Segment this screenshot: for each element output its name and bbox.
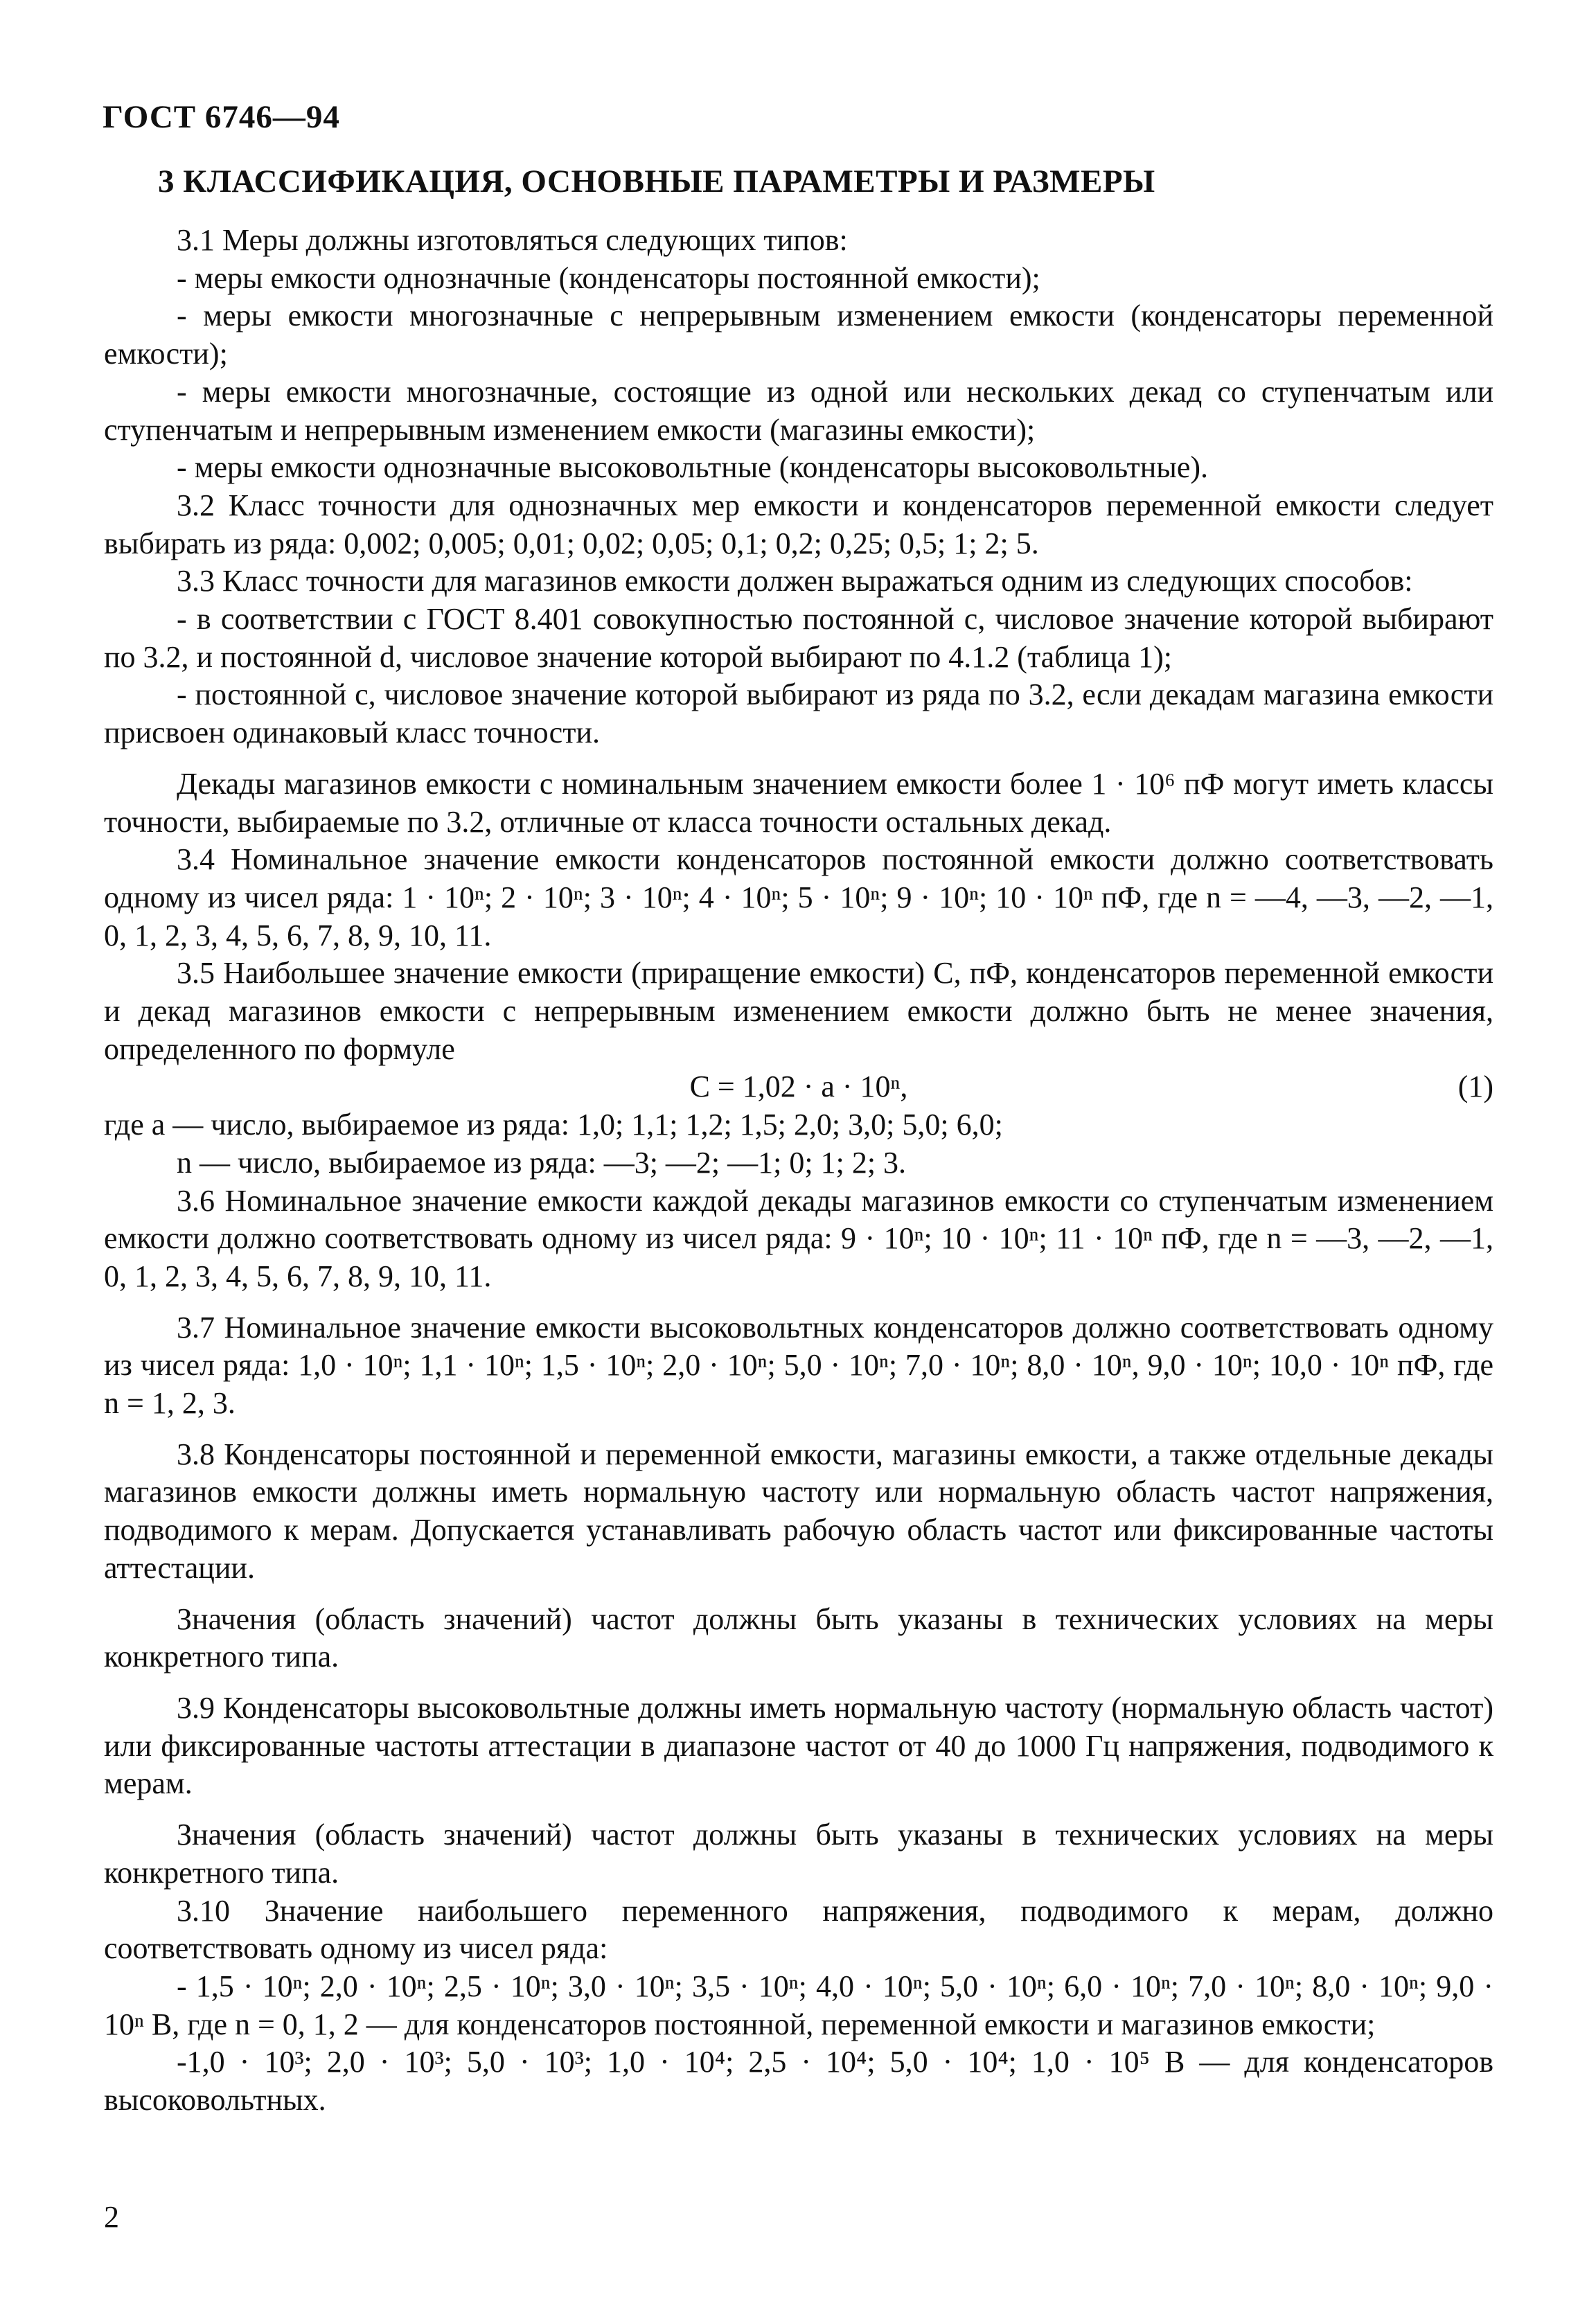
paragraph: - в соответствии с ГОСТ 8.401 совокупностью постоянной c, числовое значение которой выбирают по 3.2, и постоянной d, числовое значение которой выбирают по 4.1.2 (таблица 1);: [104, 602, 1493, 674]
paragraph: - меры емкости однозначные высоковольтные (конденсаторы высоковольтные).: [177, 450, 1208, 485]
paragraph: - 1,5 · 10ⁿ; 2,0 · 10ⁿ; 2,5 · 10ⁿ; 3,0 · 10ⁿ; 3,5 · 10ⁿ; 4,0 · 10ⁿ; 5,0 · 10ⁿ; 6,0 · 10ⁿ; 7,0 · 10ⁿ; 8,0 · 10ⁿ; 9,0 · 10ⁿ В, где n = 0, 1, 2 — для конденсаторов постоянной, переменной емкости и магазинов емкости;: [104, 1969, 1493, 2041]
paragraph: -1,0 · 10³; 2,0 · 10³; 5,0 · 10³; 1,0 · 10⁴; 2,5 · 10⁴; 5,0 · 10⁴; 1,0 · 10⁵ В — для конденсаторов высоковольтных.: [104, 2045, 1493, 2118]
paragraph: 3.8 Конденсаторы постоянной и переменной емкости, магазины емкости, а также отдельные декады магазинов емкости должны иметь нормальную частоту или нормальную область частот напряжения, подводимого к мерам. Допускается устанавливать рабочую область частот или фиксированные частоты аттестации.: [104, 1437, 1493, 1585]
document-header: ГОСТ 6746—94: [103, 99, 340, 135]
section-title: 3 КЛАССИФИКАЦИЯ, ОСНОВНЫЕ ПАРАМЕТРЫ И РАЗМЕРЫ: [158, 163, 1155, 199]
formula-text: C = 1,02 · a · 10ⁿ,: [689, 1069, 908, 1104]
paragraph: 3.2 Класс точности для однозначных мер емкости и конденсаторов переменной емкости следует выбирать из ряда: 0,002; 0,005; 0,01; 0,02; 0,05; 0,1; 0,2; 0,25; 0,5; 1; 2; 5.: [104, 488, 1493, 560]
paragraph: 3.4 Номинальное значение емкости конденсаторов постоянной емкости должно соответствовать одному из чисел ряда: 1 · 10ⁿ; 2 · 10ⁿ; 3 · 10ⁿ; 4 · 10ⁿ; 5 · 10ⁿ; 9 · 10ⁿ; 10 · 10ⁿ пФ, где n = —4, —3, —2, —1, 0, 1, 2, 3, 4, 5, 6, 7, 8, 9, 10, 11.: [104, 842, 1493, 952]
paragraph: 3.3 Класс точности для магазинов емкости должен выражаться одним из следующих способов:: [177, 564, 1413, 598]
formula-number: (1): [1457, 1069, 1493, 1104]
paragraph: Значения (область значений) частот должны быть указаны в технических условиях на меры конкретного типа.: [104, 1601, 1493, 1674]
document-body: [104, 222, 1493, 2120]
paragraph: 3.1 Меры должны изготовляться следующих типов:: [177, 223, 848, 257]
paragraph: Декады магазинов емкости с номинальным значением емкости более 1 · 10⁶ пФ могут иметь классы точности, выбираемые по 3.2, отличные от класса точности остальных декад.: [104, 766, 1493, 839]
page-number: 2: [104, 2200, 119, 2234]
paragraph: 3.10 Значение наибольшего переменного напряжения, подводимого к мерам, должно соответствовать одному из чисел ряда:: [104, 1893, 1493, 1966]
paragraph: n — число, выбираемое из ряда: —3; —2; —1; 0; 1; 2; 3.: [177, 1145, 907, 1180]
paragraph: - меры емкости многозначные, состоящие из одной или нескольких декад со ступенчатым или ступенчатым и непрерывным изменением емкости (магазины емкости);: [104, 374, 1493, 447]
formula-1: [104, 1068, 1493, 1106]
paragraph: - постоянной c, числовое значение которой выбирают из ряда по 3.2, если декадам магазина емкости присвоен одинаковый класс точности.: [104, 677, 1493, 750]
paragraph: 3.9 Конденсаторы высоковольтные должны иметь нормальную частоту (нормальную область частот) или фиксированные частоты аттестации в диапазоне частот от 40 до 1000 Гц напряжения, подводимого к мерам.: [104, 1691, 1493, 1801]
paragraph: 3.5 Наибольшее значение емкости (приращение емкости) C, пФ, конденсаторов переменной емкости и декад магазинов емкости с непрерывным изменением емкости должно быть не менее значения, определенного по формуле: [104, 956, 1493, 1066]
paragraph: Значения (область значений) частот должны быть указаны в технических условиях на меры конкретного типа.: [104, 1818, 1493, 1890]
paragraph: - меры емкости однозначные (конденсаторы постоянной емкости);: [177, 260, 1040, 295]
paragraph: - меры емкости многозначные с непрерывным изменением емкости (конденсаторы переменной емкости);: [104, 299, 1493, 371]
paragraph: 3.6 Номинальное значение емкости каждой декады магазинов емкости со ступенчатым изменением емкости должно соответствовать одному из чисел ряда: 9 · 10ⁿ; 10 · 10ⁿ; 11 · 10ⁿ пФ, где n = —3, —2, —1, 0, 1, 2, 3, 4, 5, 6, 7, 8, 9, 10, 11.: [104, 1183, 1493, 1293]
paragraph: 3.7 Номинальное значение емкости высоковольтных конденсаторов должно соответствовать одному из чисел ряда: 1,0 · 10ⁿ; 1,1 · 10ⁿ; 1,5 · 10ⁿ; 2,0 · 10ⁿ; 5,0 · 10ⁿ; 7,0 · 10ⁿ; 8,0 · 10ⁿ, 9,0 · 10ⁿ; 10,0 · 10ⁿ пФ, где n = 1, 2, 3.: [104, 1310, 1493, 1421]
paragraph: где a — число, выбираемое из ряда: 1,0; 1,1; 1,2; 1,5; 2,0; 3,0; 5,0; 6,0;: [104, 1108, 1003, 1142]
